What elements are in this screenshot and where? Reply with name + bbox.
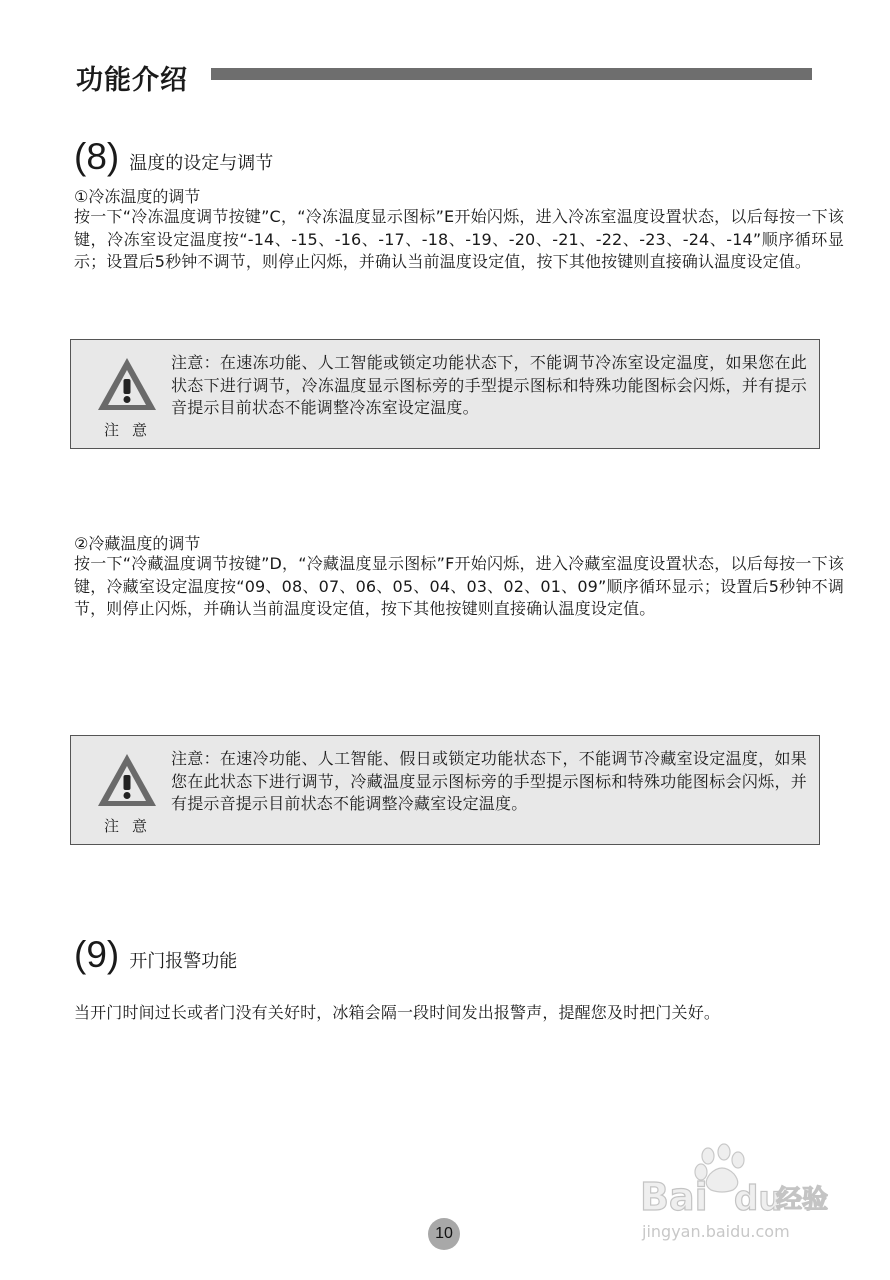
- caution-label: 注意: [104, 817, 161, 835]
- watermark-brand: Bai: [640, 1175, 708, 1219]
- warning-icon: [96, 752, 158, 808]
- section-number: (9): [74, 934, 120, 975]
- section-number: (8): [74, 136, 120, 177]
- door-alarm-paragraph: 当开门时间过长或者门没有关好时，冰箱会隔一段时间发出报警声，提醒您及时把门关好。: [74, 1003, 721, 1022]
- freezer-paragraph: 按一下“冷冻温度调节按键”C，“冷冻温度显示图标”E开始闪烁，进入冷冻室温度设置状态，以后每按一下该键，冷冻室设定温度按“-14、-15、-16、-17、-18、-19、-20、-21、-22、-23、-24、-14”顺序循环显示；设置后5秒钟不调节，则停止闪烁，并确认当前温度设定值，按下其他按键则直接确认温度设定值。: [74, 207, 844, 271]
- section-title: 温度的设定与调节: [129, 153, 274, 174]
- page-header-bar: [211, 68, 812, 80]
- section-title: 开门报警功能: [129, 951, 238, 972]
- section-9-heading: [74, 934, 237, 976]
- freezer-caution-box: [70, 339, 820, 449]
- watermark-url: jingyan.baidu.com: [642, 1222, 790, 1241]
- page-number-badge: 10: [428, 1218, 460, 1250]
- watermark-suffix: 经验: [776, 1185, 829, 1215]
- warning-icon: [96, 356, 158, 412]
- baidu-jingyan-watermark-logo: [638, 1140, 838, 1250]
- page-header-title: 功能介绍: [76, 65, 188, 96]
- watermark-brand-2: du: [734, 1179, 783, 1219]
- caution-text: 注意：在速冷功能、人工智能、假日或锁定功能状态下，不能调节冷藏室设定温度，如果您在此状态下进行调节，冷藏温度显示图标旁的手型提示图标和特殊功能图标会闪烁，并有提示音提示目前状态不能调整冷藏室设定温度。: [171, 749, 807, 813]
- fridge-paragraph: 按一下“冷藏温度调节按键”D，“冷藏温度显示图标”F开始闪烁，进入冷藏室温度设置状态，以后每按一下该键，冷藏室设定温度按“09、08、07、06、05、04、03、02、01、09”顺序循环显示；设置后5秒钟不调节，则停止闪烁，并确认当前温度设定值，按下其他按键则直接确认温度设定值。: [74, 554, 844, 618]
- caution-label: 注意: [104, 421, 161, 439]
- fridge-caution-box: [70, 735, 820, 845]
- section-8-heading: [74, 136, 273, 178]
- fridge-subheading: ②冷藏温度的调节: [74, 534, 201, 553]
- caution-text: 注意：在速冻功能、人工智能或锁定功能状态下，不能调节冷冻室设定温度，如果您在此状态下进行调节，冷冻温度显示图标旁的手型提示图标和特殊功能图标会闪烁，并有提示音提示目前状态不能调整冷冻室设定温度。: [171, 353, 807, 417]
- freezer-subheading: ①冷冻温度的调节: [74, 187, 201, 206]
